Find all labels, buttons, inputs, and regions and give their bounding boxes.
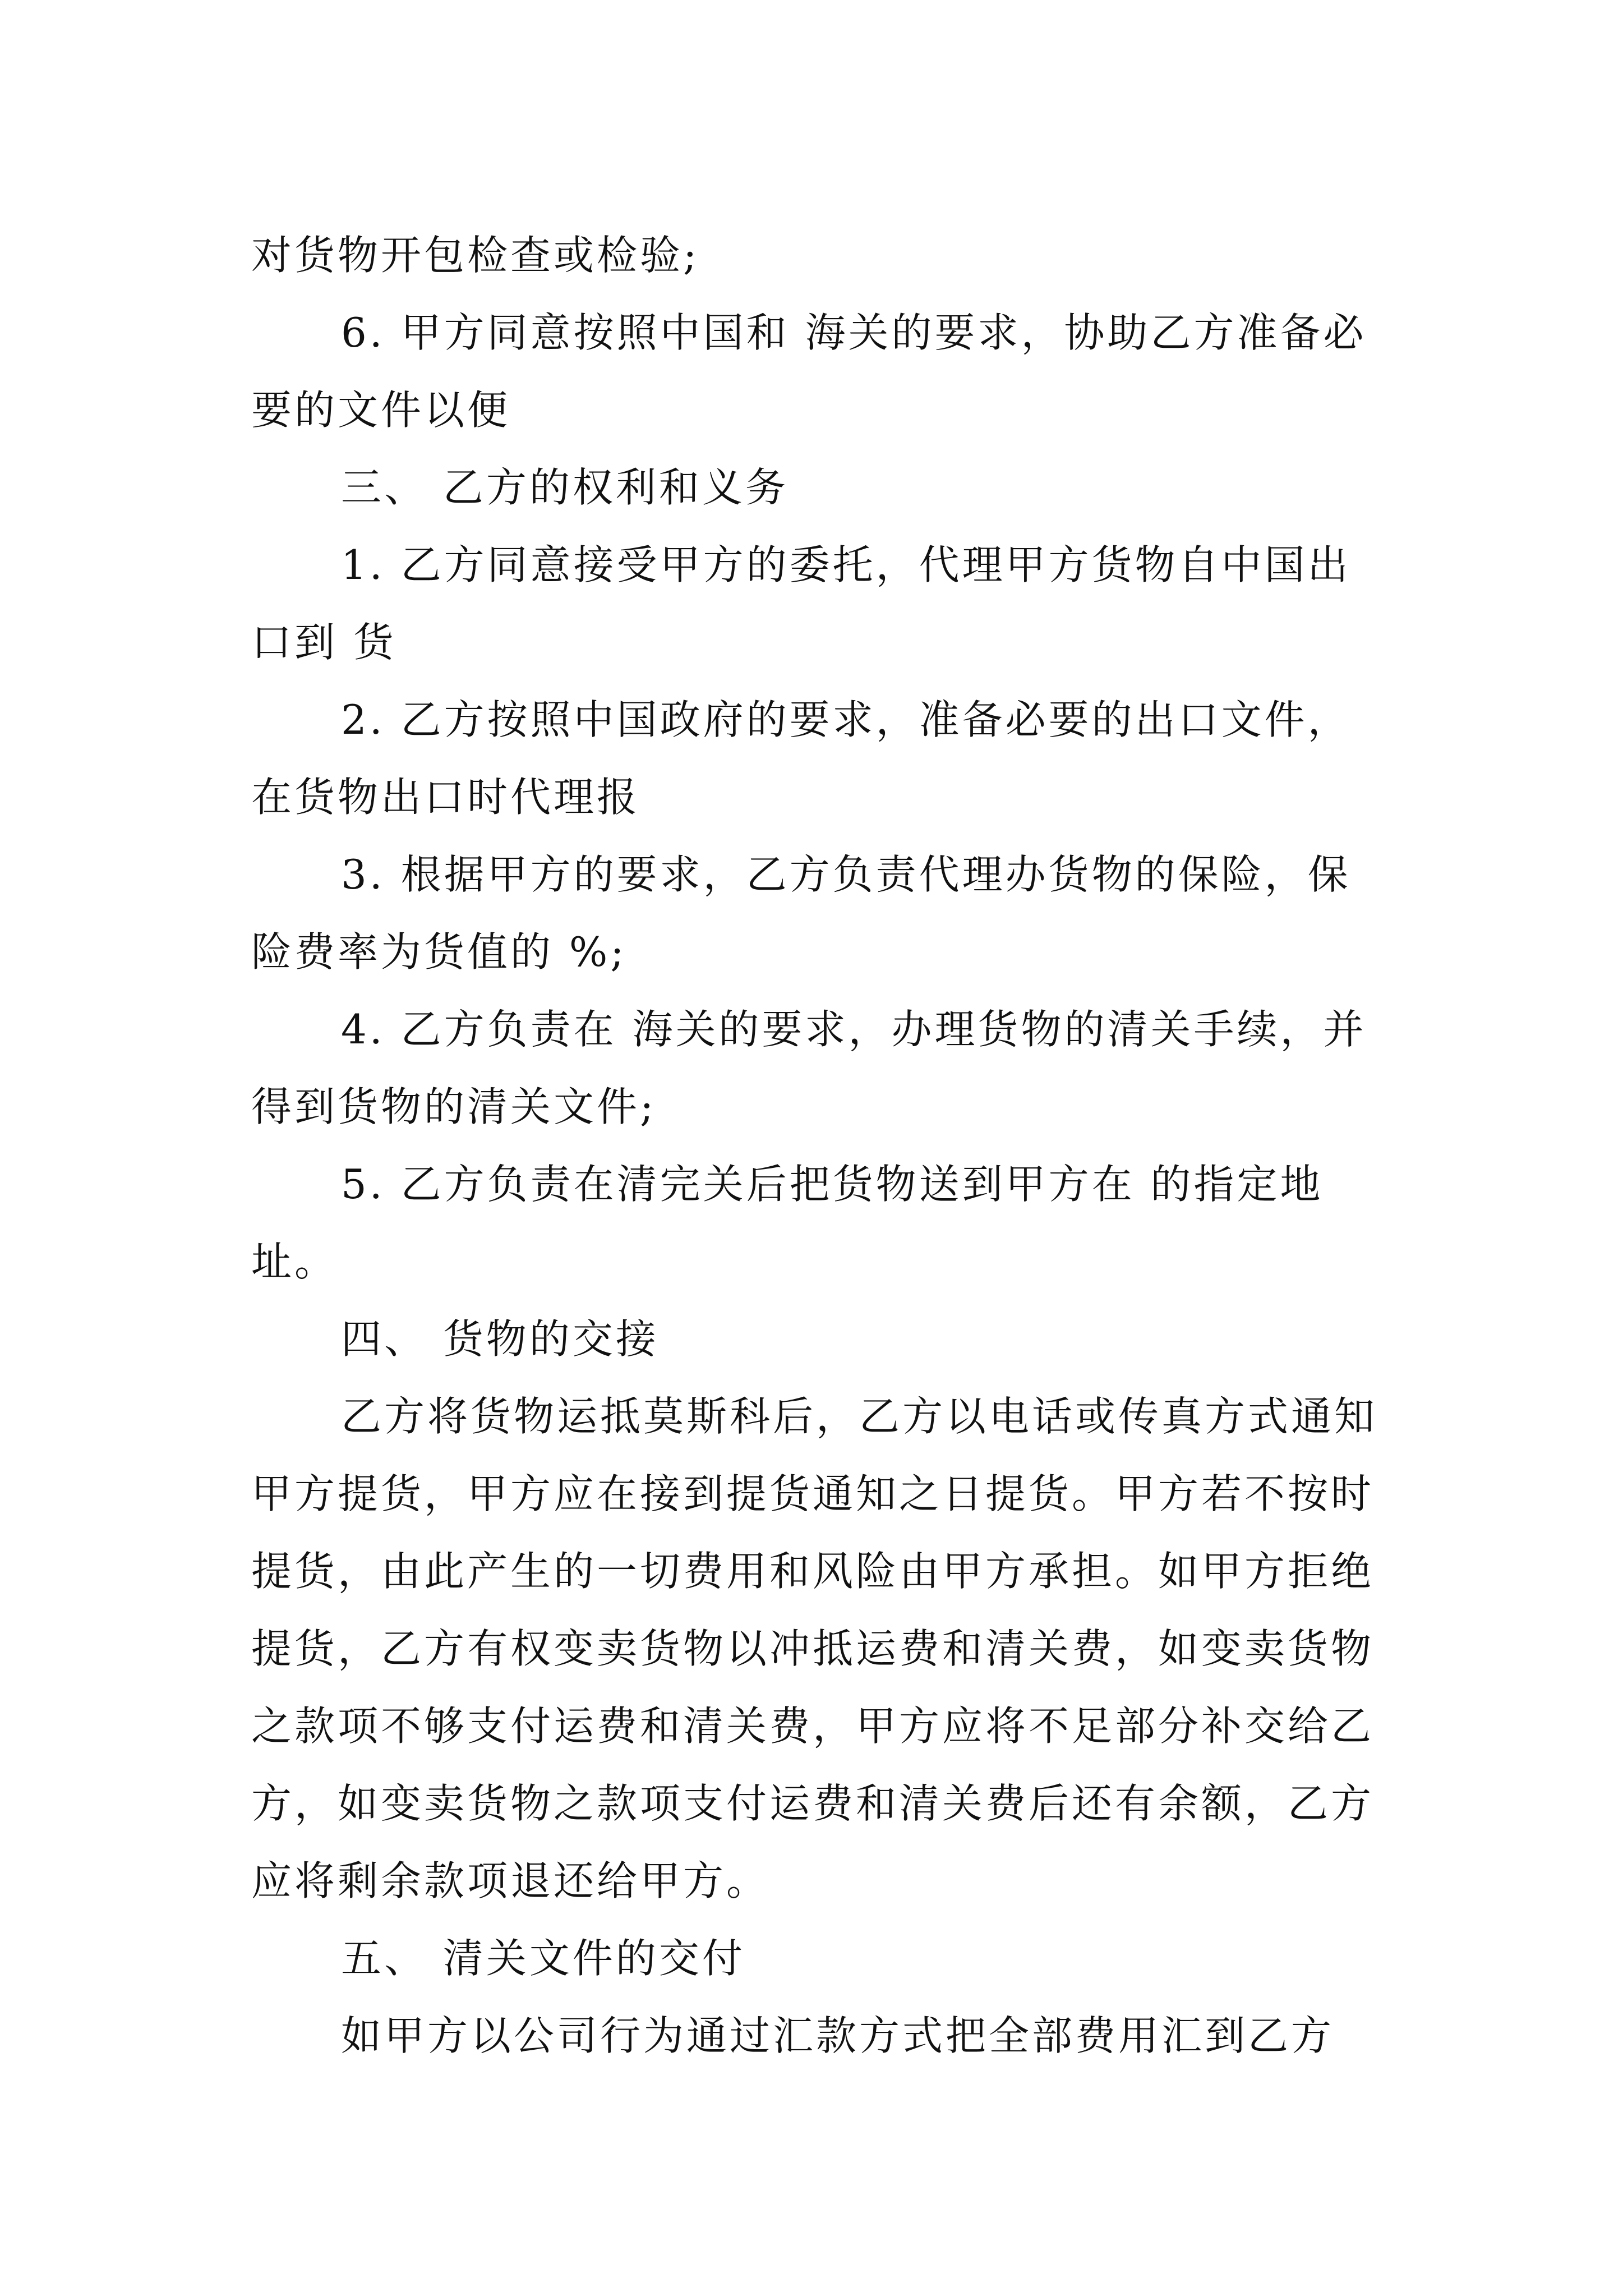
text-line: 在货物出口时代理报 [251, 774, 640, 821]
section-heading: 五、 清关文件的交付 [341, 1935, 745, 1982]
text-line: 要的文件以便 [251, 386, 511, 434]
text-line: 址。 [251, 1238, 338, 1285]
document-body [251, 217, 1390, 2074]
text-line: 之款项不够支付运费和清关费，甲方应将不足部分补交给乙 [251, 1703, 1375, 1750]
text-line: 6. 甲方同意按照中国和 海关的要求，协助乙方准备必 [341, 309, 1367, 356]
text-line: 提货，由此产生的一切费用和风险由甲方承担。如甲方拒绝 [251, 1548, 1375, 1595]
text-line: 3. 根据甲方的要求，乙方负责代理办货物的保险，保 [341, 851, 1351, 898]
section-heading: 四、 货物的交接 [341, 1315, 659, 1363]
text-line: 提货，乙方有权变卖货物以冲抵运费和清关费，如变卖货物 [251, 1625, 1375, 1672]
section-heading: 三、 乙方的权利和义务 [341, 464, 789, 511]
text-line: 甲方提货，甲方应在接到提货通知之日提货。甲方若不按时 [251, 1470, 1375, 1517]
text-line: 口到 货 [251, 619, 396, 666]
text-line: 乙方将货物运抵莫斯科后，乙方以电话或传真方式通知 [341, 1393, 1378, 1440]
text-line: 1. 乙方同意接受甲方的委托，代理甲方货物自中国出 [341, 541, 1351, 588]
text-line: 应将剩余款项退还给甲方。 [251, 1857, 770, 1904]
text-line: 方，如变卖货物之款项支付运费和清关费后还有余额，乙方 [251, 1780, 1375, 1827]
text-line: 5. 乙方负责在清完关后把货物送到甲方在 的指定地 [341, 1161, 1324, 1208]
text-line: 险费率为货值的 %; [251, 928, 627, 976]
text-line: 如甲方以公司行为通过汇款方式把全部费用汇到乙方 [341, 2012, 1335, 2059]
text-line: 2. 乙方按照中国政府的要求，准备必要的出口文件， [341, 696, 1351, 743]
text-line: 得到货物的清关文件; [251, 1083, 657, 1130]
text-line: 4. 乙方负责在 海关的要求，办理货物的清关手续，并 [341, 1006, 1367, 1053]
text-line: 对货物开包检查或检验; [251, 232, 700, 279]
